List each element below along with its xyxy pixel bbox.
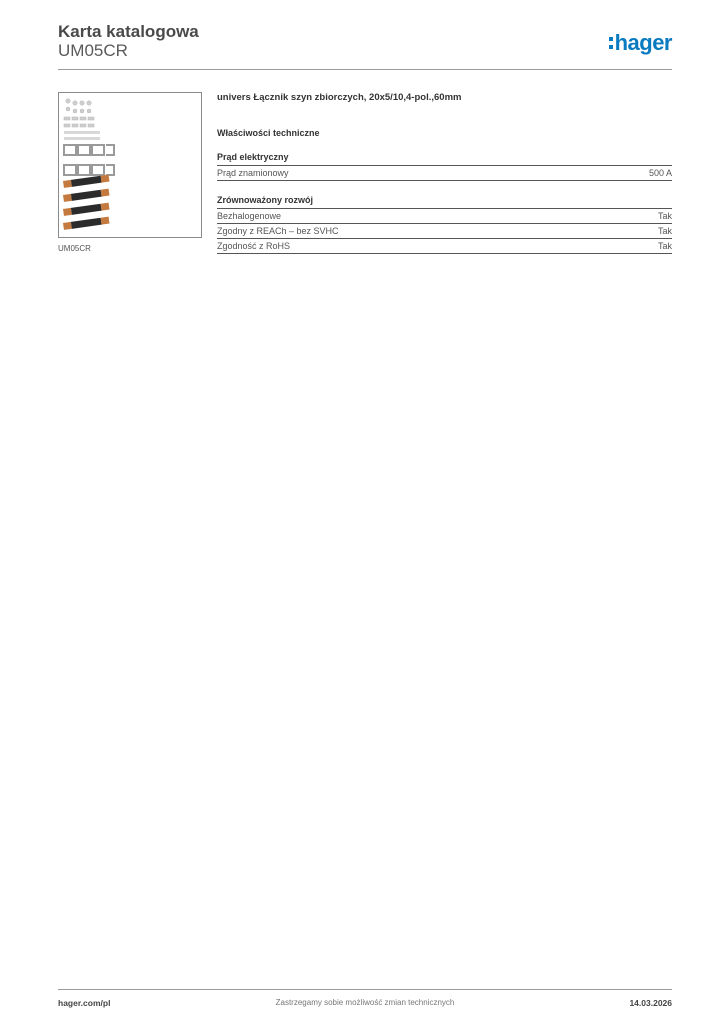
spec-label: Prąd znamionowy xyxy=(217,168,289,178)
spec-value: Tak xyxy=(657,226,672,236)
product-code: UM05CR xyxy=(58,41,128,60)
product-name: univers Łącznik szyn zbiorczych, 20x5/10,4-pol.,60mm xyxy=(217,92,462,103)
hager-logo xyxy=(609,30,672,56)
footer-divider xyxy=(58,989,672,990)
spec-value: 500 A xyxy=(648,168,672,178)
spec-group-electric-current xyxy=(217,152,672,181)
page-header xyxy=(58,20,672,70)
spec-row xyxy=(217,239,672,254)
spec-label: Zgodny z REACh – bez SVHC xyxy=(217,226,339,236)
footer-date: 14.03.2026 xyxy=(629,998,672,1008)
image-caption: UM05CR xyxy=(58,244,91,253)
logo-text: hager xyxy=(614,30,672,55)
spec-row xyxy=(217,209,672,224)
document-title: Karta katalogowa xyxy=(58,22,199,41)
spec-group-sustainability xyxy=(217,195,672,254)
logo-dots-icon xyxy=(609,32,613,54)
busbar-connector-illustration-icon xyxy=(59,93,201,237)
spec-label: Zgodność z RoHS xyxy=(217,241,291,251)
spec-value: Tak xyxy=(657,241,672,251)
spec-row xyxy=(217,224,672,239)
product-image xyxy=(58,92,202,238)
page-footer xyxy=(58,998,672,1012)
website-link[interactable]: hager.com/pl xyxy=(58,998,111,1008)
header-divider xyxy=(58,69,672,70)
footer-disclaimer: Zastrzegamy sobie możliwość zmian technicznych xyxy=(275,998,455,1007)
spec-label: Bezhalogenowe xyxy=(217,211,282,221)
spec-value: Tak xyxy=(657,211,672,221)
spec-row xyxy=(217,166,672,181)
technical-properties-heading: Właściwości techniczne xyxy=(217,128,320,138)
spec-group-title: Prąd elektryczny xyxy=(217,152,672,166)
spec-content xyxy=(217,92,672,254)
spec-group-title: Zrównoważony rozwój xyxy=(217,195,672,209)
